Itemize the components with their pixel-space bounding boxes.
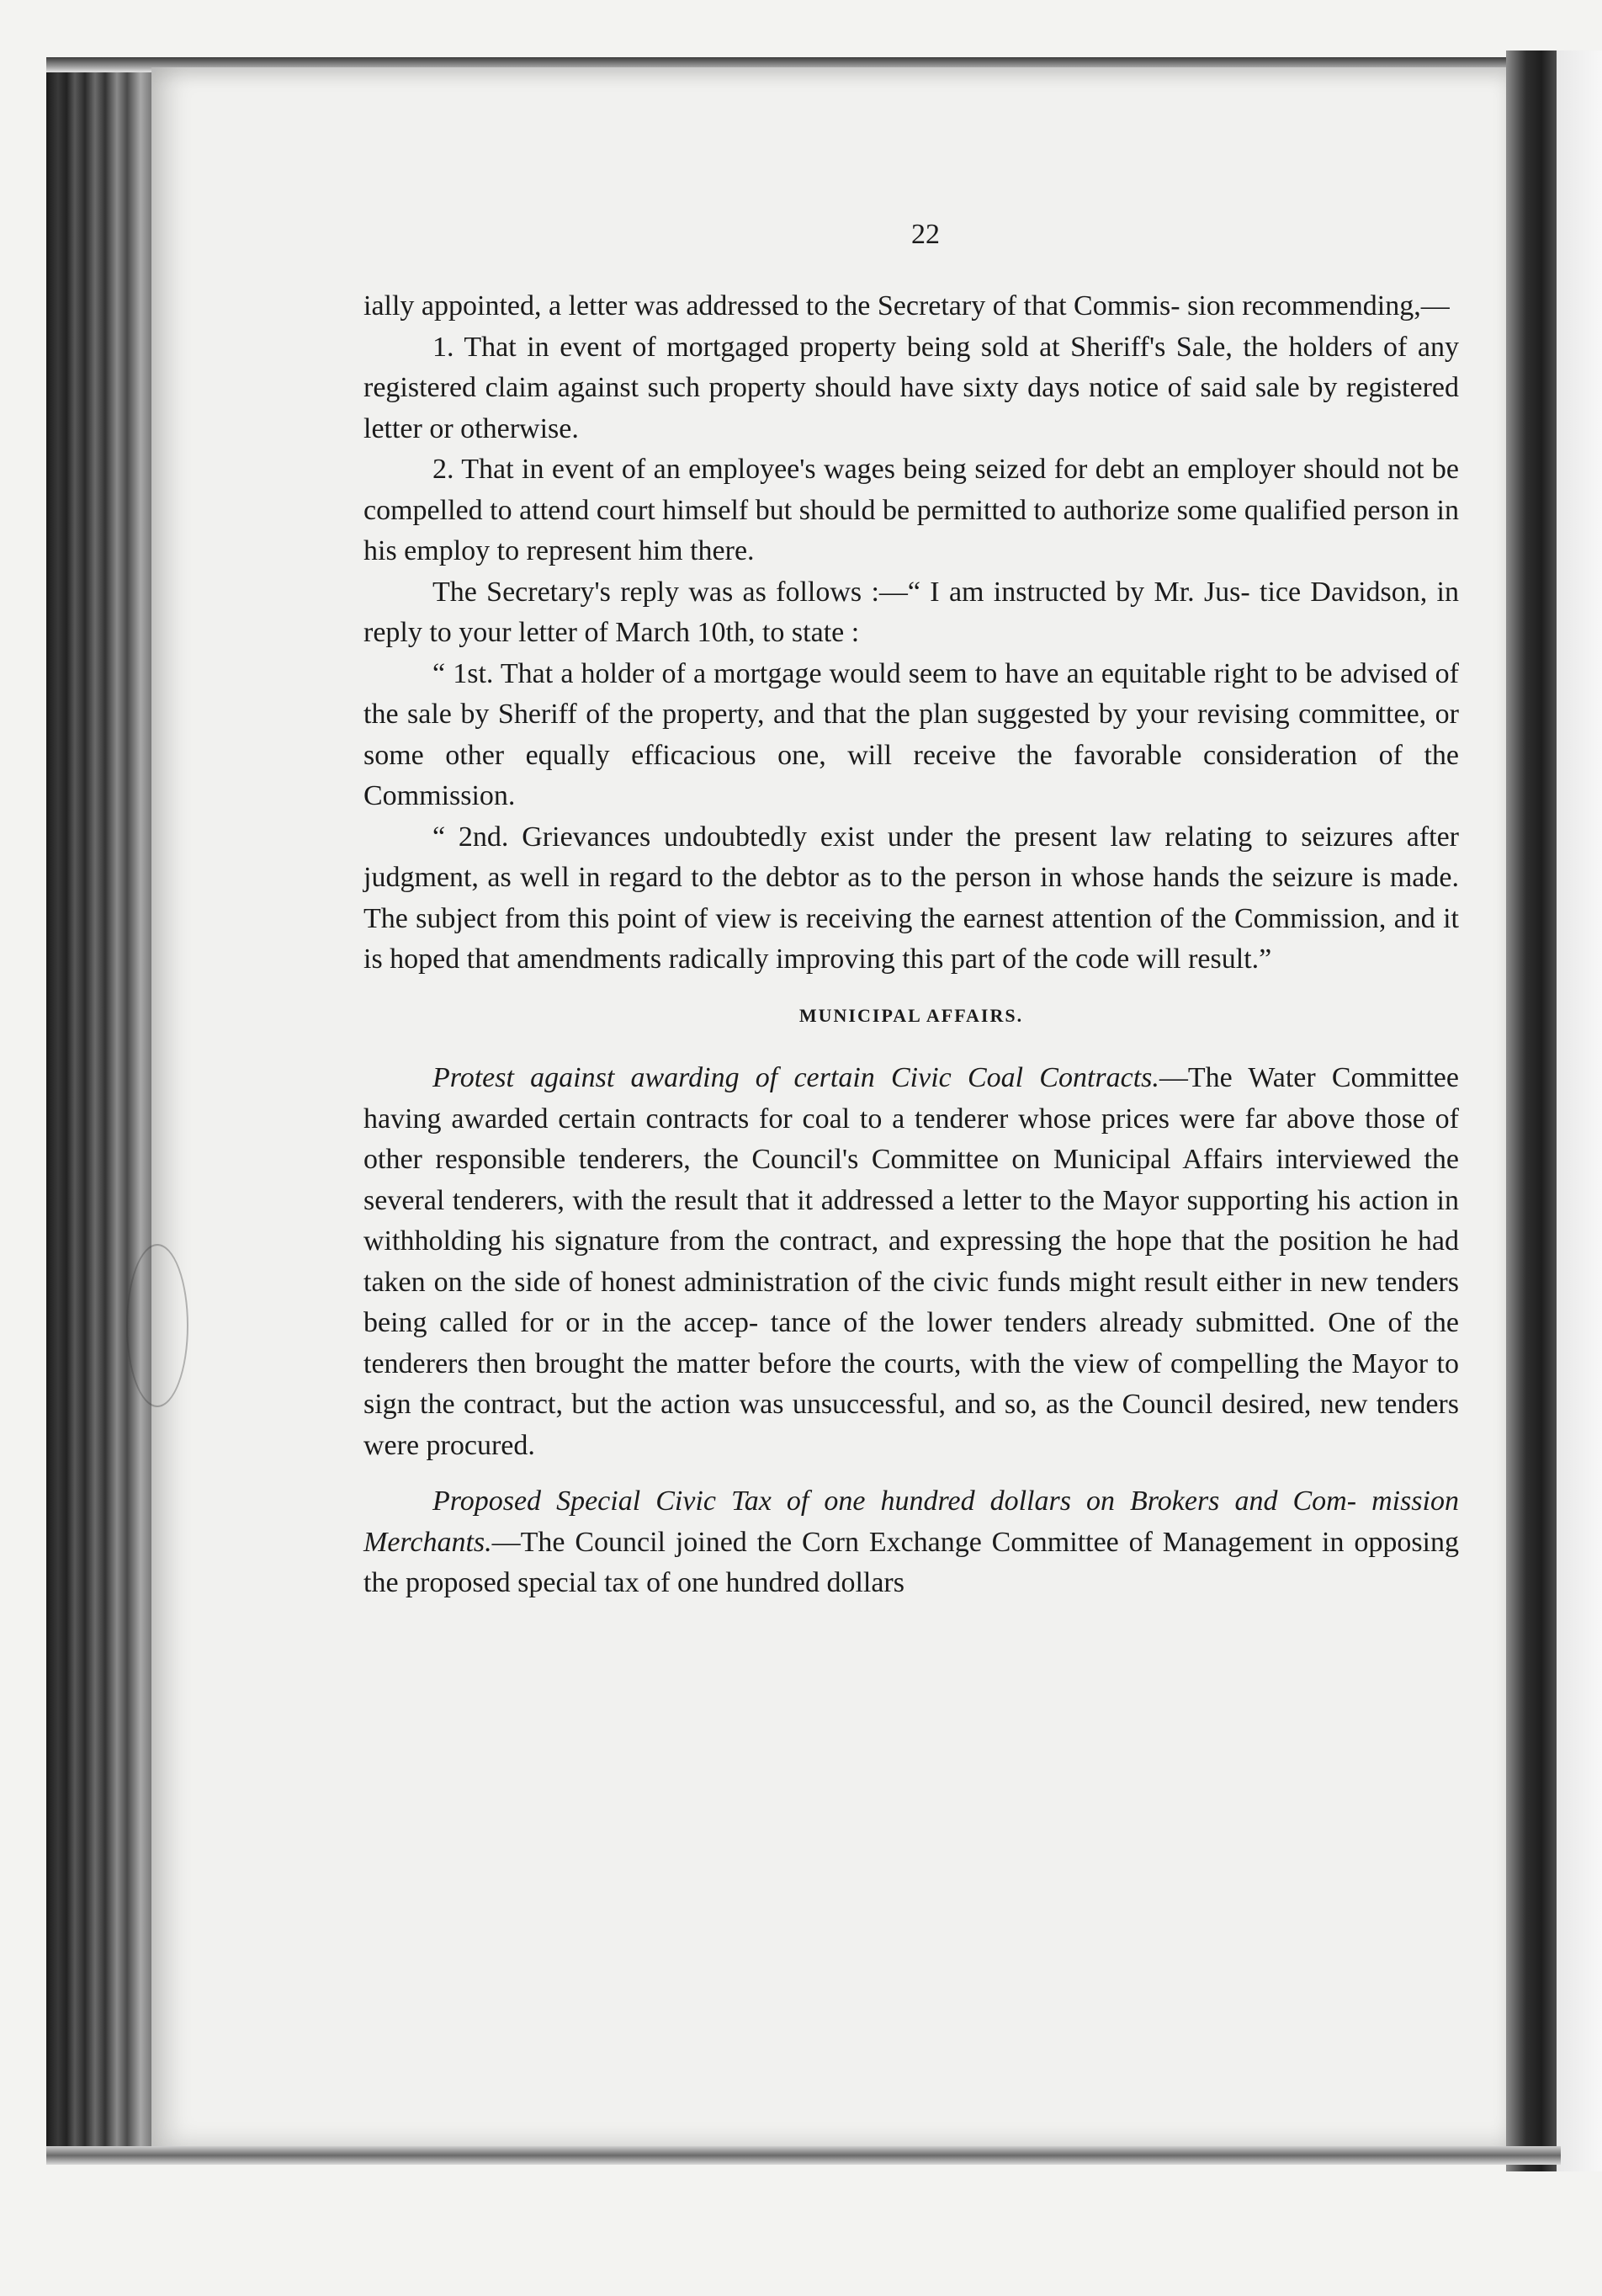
paragraph: “ 2nd. Grievances undoubtedly exist under the present law relating to seizures after judgment, as well in regard to the debtor as to the person in whose hands the seizure is made. The subject from this point of view is receiving the earnest attention of the Commission, and it is hoped that amendments radically improving this part of the code will result.” [363,821,1459,975]
section-heading: MUNICIPAL AFFAIRS. [798,1004,1024,1026]
paragraph: “ 1st. That a holder of a mortgage would seem to have an equitable right to be advised of the sale by Sheriff of the property, and that the plan suggested by your revising committee, or some other equally efficacious one, will receive the favorable consideration of the Commission. [363,657,1459,811]
scan-margin [1557,50,1602,2171]
paragraph: 2. That in event of an employee's wages being seized for debt an employer should not be compelled to attend court himself but should be permitted to authorize some qualified person in his employ to represent him there. [363,454,1459,566]
page-text-body [363,286,1459,1604]
paragraph-gap [363,1466,1459,1481]
topic-text: —The Council joined the Corn Exchange Committee of Management in opposing the proposed special tax of one hundred dollars [363,1526,1459,1598]
topic-title: Protest against awarding of certain Civic Coal Contracts. [432,1062,1159,1093]
paragraph: The Secretary's reply was as follows :—“ I am instructed by Mr. Jus- tice Davidson, in reply to your letter of March 10th, to state : [363,576,1459,648]
paragraph: 1. That in event of mortgaged property being sold at Sheriff's Sale, the holders of any registered claim against such property should have sixty days notice of said sale by registered letter or otherwise. [363,331,1459,444]
topic-text: —The Water Committee having awarded certain contracts for coal to a tenderer whose prices were far above those of other responsible tenderers, the Council's Committee on Municipal Affairs interviewed the several tenderers, with the result that it addressed a letter to the Mayor supporting his action in withholding his signature from the contract, and expressing the hope that the position he had taken on the side of honest administration of the civic funds might result either in new tenders being called for or in the accep- tance of the lower tenders already submitted. One of the tenderers then brought the matter before the courts, with the view of compelling the Mayor to sign the contract, but the action was unsuccessful, and so, as the Council desired, new tenders were procured. [363,1062,1459,1461]
topic-paragraph [363,1481,1459,1604]
book-right-edge [1506,50,1557,2171]
paragraph: ially appointed, a letter was addressed to the Secretary of that Commis- sion recommending,— [363,290,1450,322]
page-smudge-mark [126,1244,188,1407]
topic-title: Proposed Special Civic Tax of one hundred dollars on Brokers and Com- mission Merchants. [363,1485,1459,1558]
topic-paragraph [363,1058,1459,1466]
book-bottom-edge [46,2146,1561,2165]
page-number: 22 [911,219,940,250]
